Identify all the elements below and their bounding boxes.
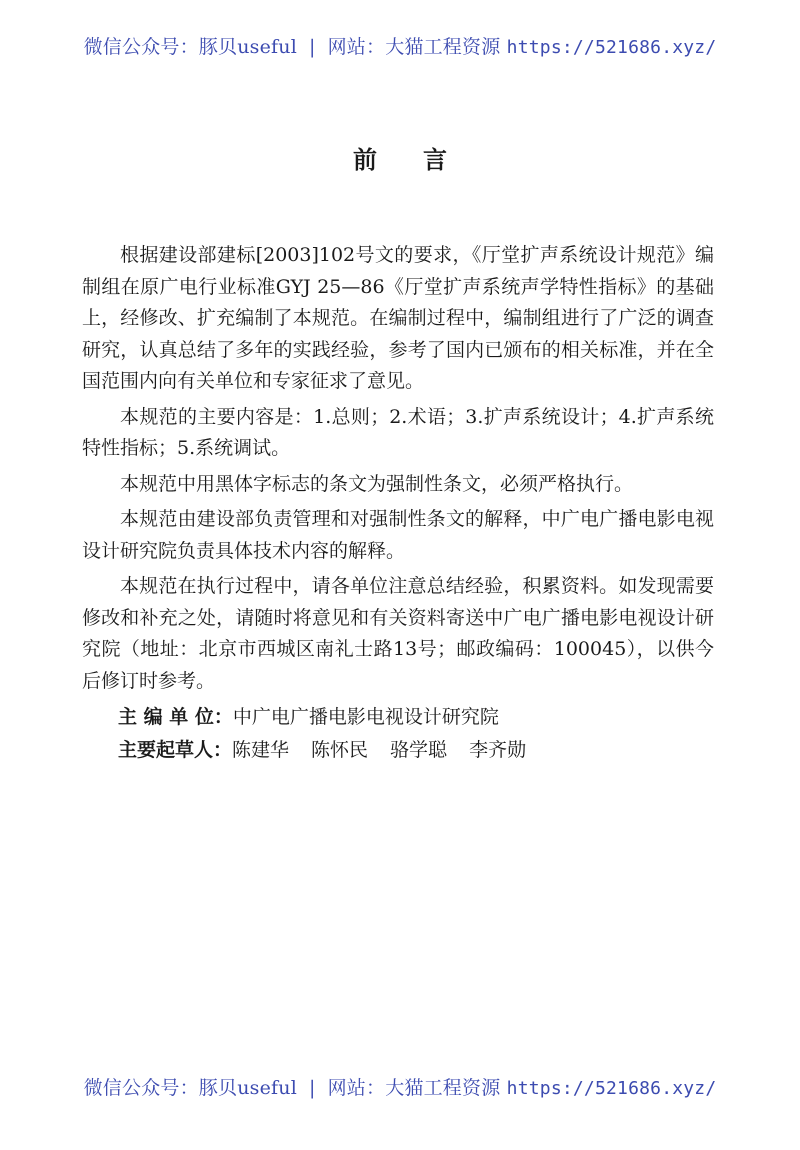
- drafter-name: 陈建华: [232, 739, 290, 761]
- watermark-top: [0, 32, 800, 59]
- chief-unit-line: [82, 701, 714, 734]
- watermark-url[interactable]: https://521686.xyz/: [506, 37, 717, 58]
- paragraph-2: 本规范的主要内容是：1.总则；2.术语；3.扩声系统设计；4.扩声系统特性指标；5.系统调试。: [82, 405, 714, 459]
- drafter-name: 李齐勋: [469, 739, 527, 761]
- watermark-separator: |: [309, 1077, 316, 1099]
- watermark-label: 微信公众号：豚贝useful: [83, 1077, 297, 1099]
- drafter-name: 陈怀民: [311, 739, 369, 761]
- chief-unit-value: 中广电广播电影电视设计研究院: [232, 706, 499, 728]
- paragraph-4: 本规范由建设部负责管理和对强制性条文的解释，中广电广播电影电视设计研究院负责具体技术内容的解释。: [82, 508, 714, 562]
- page-title: 前言: [353, 146, 493, 174]
- paragraph-3: 本规范中用黑体字标志的条文为强制性条文，必须严格执行。: [120, 472, 634, 495]
- watermark-label: 微信公众号：豚贝useful: [83, 36, 297, 58]
- watermark-bottom: [0, 1073, 800, 1100]
- watermark-site: 网站：大猫工程资源: [327, 1077, 501, 1099]
- chief-unit-label: 主 编 单 位：: [118, 706, 233, 728]
- drafters-label: 主要起草人：: [118, 739, 233, 761]
- watermark-site: 网站：大猫工程资源: [327, 36, 501, 58]
- drafters-line: [82, 734, 714, 767]
- paragraph-1: 根据建设部建标[2003]102号文的要求，《厅堂扩声系统设计规范》编制组在原广电行业标准GYJ 25—86《厅堂扩声系统声学特性指标》的基础上，经修改、扩充编制了本规范。在编制过程中，编制组进行了广泛的调查研究，认真总结了多年的实践经验，参考了国内已颁布的相关标准，并在全国范围内向有关单位和专家征求了意见。: [82, 244, 714, 392]
- drafter-name: 骆学聪: [390, 739, 448, 761]
- preface-body: [82, 240, 714, 767]
- watermark-url[interactable]: https://521686.xyz/: [506, 1078, 717, 1099]
- watermark-separator: |: [309, 36, 316, 58]
- paragraph-5: 本规范在执行过程中，请各单位注意总结经验，积累资料。如发现需要修改和补充之处，请随时将意见和有关资料寄送中广电广播电影电视设计研究院（地址：北京市西城区南礼士路13号；邮政编码：100045），以供今后修订时参考。: [82, 575, 714, 692]
